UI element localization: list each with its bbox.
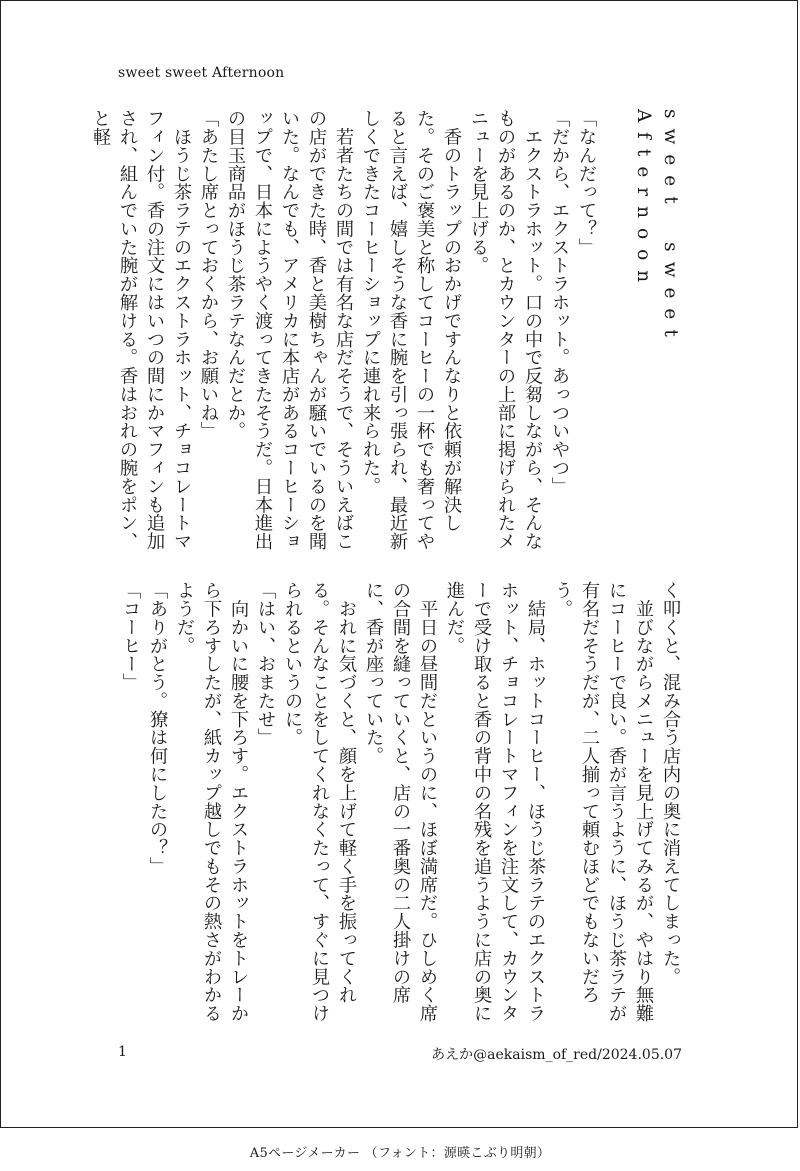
paragraph: 「はい、おまたせ」: [255, 581, 276, 747]
paragraph: 若者たちの間では有名な店だそうで、そういえばこの店ができた時、香と美樹ちゃんが騒いでいるのを聞いた。なんでも、アメリカに本店があるコーヒーショップで、日本にようやく渡ってきたそうだ。日本進出の目玉商品がほうじ茶ラテなんだとか。: [225, 109, 354, 551]
paragraph: く叩くと、混み合う店内の奥に消えてしまった。: [660, 581, 681, 986]
paragraph: 結局、ホットコーヒー、ほうじ茶ラテのエクストラホット、チョコレートマフィンを注文して、カウンターで受け取ると香の背中の名残を追うように店の奥に進んだ。: [444, 581, 546, 1023]
page-number: 1: [118, 1044, 127, 1060]
paragraph: 「なんだって？」: [576, 109, 597, 257]
paragraph: 向かいに腰を下ろす。エクストラホットをトレーから下ろすしたが、紙カップ越しでもその熱さがわかるようだ。: [174, 581, 249, 1023]
paragraph: おれに気づくと、顔を上げて軽く手を振ってくれる。そんなことをしてくれなくたって、すぐに見つけられるというのに。: [282, 581, 357, 1023]
paragraph: 「コーヒー」: [120, 581, 141, 692]
paragraph: 「ありがとう。獠は何にしたの？」: [147, 581, 168, 876]
author-credit: あえか@aekaism_of_red/2024.05.07: [431, 1047, 682, 1063]
running-header: sweet sweet Afternoon: [118, 65, 285, 81]
paragraph: 平日の昼間だというのに、ほぼ満席だ。ひしめく席の合間を縫っていくと、店の一番奥の二人掛けの席に、香が座っていた。: [363, 581, 438, 1023]
maker-caption: A5ページメーカー （フォント：源暎こぶり明朝）: [249, 1146, 551, 1161]
paragraph: 香のトラップのおかげですんなりと依頼が解決した。そのご褒美と称してコーヒーの一杯でも奢ってやると言えば、嬉しそうな香に腕を引っ張られ、最近新しくできたコーヒーショップに連れ来られた。: [360, 109, 462, 551]
paragraph: 「だから、エクストラホット。あっついやつ」: [549, 109, 570, 496]
paragraph: 「あたし席とっておくから、お願いね」: [198, 109, 219, 441]
paragraph: 並びながらメニューを見上げてみるが、やはり無難にコーヒーで良い。香が言うように、ほうじ茶ラテが有名だそうだが、二人揃って頼むほどでもないだろう。: [552, 581, 654, 1023]
lower-text-block: [117, 581, 684, 1031]
upper-text-block: [87, 109, 684, 554]
story-title: sweet sweet Afternoon: [633, 109, 681, 376]
paragraph: ほうじ茶ラテのエクストラホット、チョコレートマフィン付。香の注文にはいつの間にかマフィンも追加され、組んでいた腕が解ける。香はおれの腕をポン、と軽: [90, 109, 192, 551]
paragraph: エクストラホット。口の中で反芻しながら、そんなものがあるのか、とカウンターの上部に掲げられたメニューを見上げる。: [468, 109, 543, 551]
